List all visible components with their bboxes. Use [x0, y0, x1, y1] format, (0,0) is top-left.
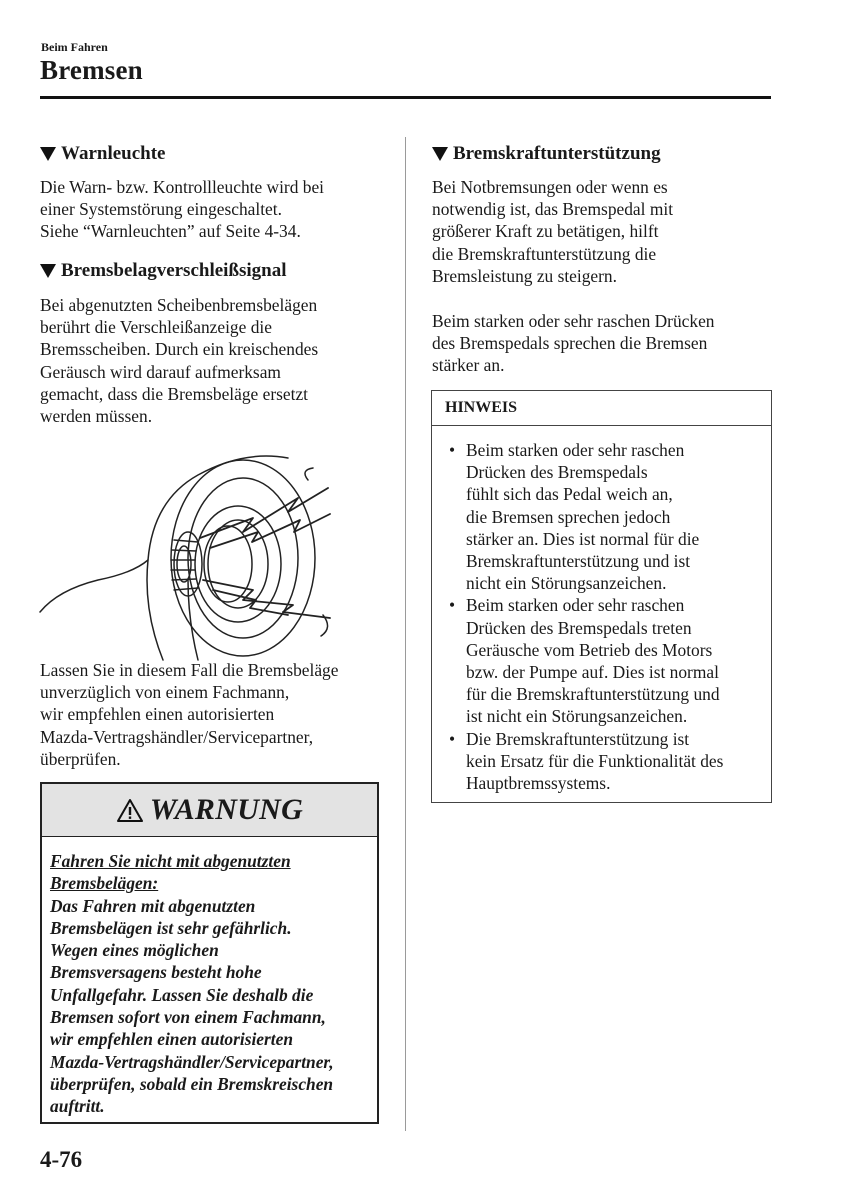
note-title: HINWEIS [445, 399, 518, 416]
bremskraft-paragraph-2 [432, 310, 715, 377]
triangle-down-icon [40, 264, 56, 278]
list-item [445, 439, 723, 594]
text-line: Bremsscheiben. Durch ein kreischendes [40, 339, 319, 360]
text-line: Beim starken oder sehr raschen Drücken [432, 311, 715, 331]
text-line: größerer Kraft zu betätigen, hilft [432, 221, 659, 242]
text-line: notwendig ist, das Bremspedal mit [432, 199, 674, 220]
text-line: werden müssen. [40, 406, 153, 427]
page-number: 4-76 [40, 1147, 83, 1172]
heading-text: Warnleuchte [61, 143, 166, 164]
text-line: Bei Notbremsungen oder wenn es [432, 177, 668, 197]
text-line: Bremsleistung zu steigern. [432, 265, 617, 286]
text-line: Geräusch wird darauf aufmerksam [40, 361, 281, 382]
text-line: bzw. der Pumpe auf. Dies ist normal [466, 662, 719, 683]
triangle-down-icon [40, 147, 56, 161]
warning-box [40, 782, 379, 1124]
text-line: einer Systemstörung eingeschaltet. [40, 199, 282, 220]
text-line: kein Ersatz für die Funktionalität des [466, 750, 724, 771]
title-rule [40, 96, 771, 99]
warning-line: Bremsversagens besteht hohe [50, 962, 262, 983]
warning-triangle-icon [116, 798, 144, 823]
text-line: für die Bremskraftunterstützung und [466, 684, 720, 705]
warning-subtitle-line: Bremsbelägen: [50, 873, 159, 894]
warning-header [42, 784, 377, 837]
brake-wear-illustration [38, 440, 363, 662]
text-line: berührt die Verschleißanzeige die [40, 317, 272, 338]
text-line: Beim starken oder sehr raschen [466, 440, 685, 460]
heading-text: Bremskraftunterstützung [453, 143, 661, 164]
bullet-icon: • [449, 728, 456, 749]
warning-line: auftritt. [50, 1096, 105, 1117]
text-line: nicht ein Störungsanzeichen. [466, 573, 667, 594]
text-line: Die Bremskraftunterstützung ist [466, 728, 690, 749]
text-line: fühlt sich das Pedal weich an, [466, 484, 673, 505]
triangle-down-icon [432, 147, 448, 161]
text-line: Mazda-Vertragshändler/Servicepartner, [40, 726, 314, 747]
column-divider [405, 137, 406, 1131]
warning-title: WARNUNG [149, 793, 304, 826]
text-line: Drücken des Bremspedals [466, 462, 648, 483]
list-item [445, 594, 723, 727]
text-line: Hauptbremssystems. [466, 773, 611, 794]
text-line: Geräusche vom Betrieb des Motors [466, 639, 713, 660]
note-header [432, 391, 771, 426]
warning-line: Mazda-Vertragshändler/Servicepartner, [50, 1051, 334, 1072]
page-title: Bremsen [40, 55, 143, 85]
text-line: stärker an. [432, 355, 505, 376]
bullet-icon: • [449, 595, 456, 616]
text-line: Siehe “Warnleuchten” auf Seite 4-34. [40, 221, 301, 242]
text-line: ist nicht ein Störungsanzeichen. [466, 706, 688, 727]
text-line: die Bremsen sprechen jedoch [466, 506, 671, 527]
list-item [445, 728, 723, 795]
text-line: die Bremskraftunterstützung die [432, 243, 657, 264]
heading-warnleuchte [40, 143, 166, 165]
bremskraft-paragraph-1 [432, 176, 673, 287]
heading-bremskraft [432, 143, 661, 165]
text-line: Lassen Sie in diesem Fall die Bremsbeläge [40, 660, 339, 680]
action-paragraph [40, 659, 338, 770]
heading-verschleiss [40, 260, 287, 282]
note-box [431, 390, 772, 803]
heading-text: Bremsbelagverschleißsignal [61, 260, 287, 281]
text-line: Drücken des Bremspedals treten [466, 617, 692, 638]
text-line: unverzüglich von einem Fachmann, [40, 682, 290, 703]
warnleuchte-paragraph [40, 176, 324, 243]
warning-line: Wegen eines möglichen [50, 940, 219, 961]
warning-line: Unfallgefahr. Lassen Sie deshalb die [50, 984, 314, 1005]
text-line: des Bremspedals sprechen die Bremsen [432, 333, 708, 354]
text-line: gemacht, dass die Bremsbeläge ersetzt [40, 383, 309, 404]
note-list [445, 439, 723, 794]
bullet-icon: • [449, 440, 456, 460]
verschleiss-paragraph [40, 294, 318, 427]
warning-line: wir empfehlen einen autorisierten [50, 1029, 294, 1050]
warning-line: Bremsen sofort von einem Fachmann, [50, 1007, 326, 1028]
text-line: Die Warn- bzw. Kontrollleuchte wird bei [40, 177, 325, 197]
text-line: überprüfen. [40, 748, 121, 769]
text-line: Bremskraftunterstützung und ist [466, 551, 691, 572]
section-label: Beim Fahren [41, 40, 108, 54]
warning-line: Bremsbelägen ist sehr gefährlich. [50, 917, 292, 938]
text-line: Bei abgenutzten Scheibenbremsbelägen [40, 295, 318, 315]
text-line: Beim starken oder sehr raschen [466, 595, 685, 616]
warning-subtitle-line: Fahren Sie nicht mit abgenutzten [50, 851, 291, 871]
warning-line: Das Fahren mit abgenutzten [50, 895, 256, 916]
warning-line: überprüfen, sobald ein Bremskreischen [50, 1073, 334, 1094]
text-line: stärker an. Dies ist normal für die [466, 528, 700, 549]
warning-body [50, 850, 334, 1118]
text-line: wir empfehlen einen autorisierten [40, 704, 275, 725]
